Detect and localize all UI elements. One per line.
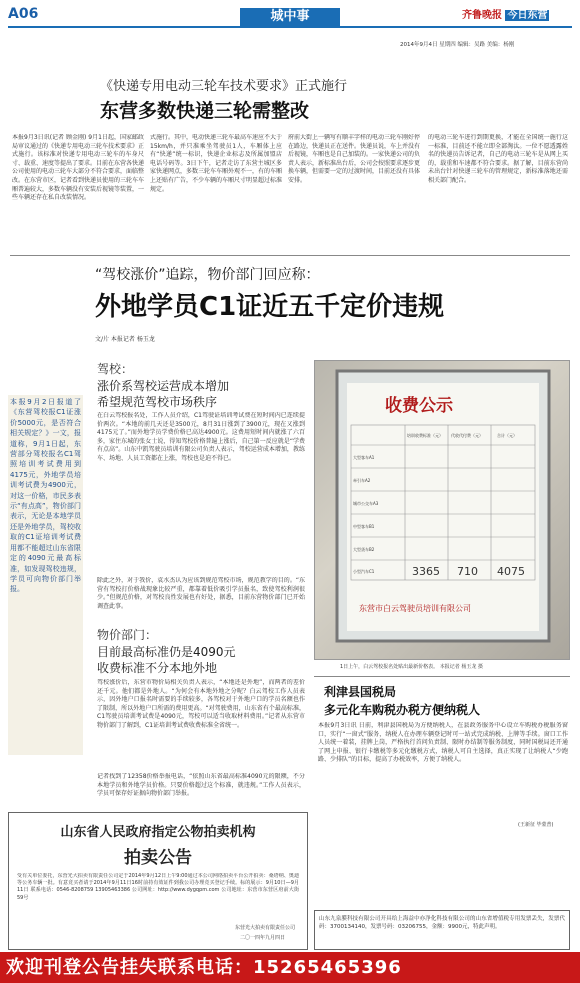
a2-body4: 记者找到了12358价格举报电话，“依照山东省最高标准4090元的限额，不分本地学员和外地学员价格。只要价格超过这个标准，就违规。”工作人员表示，学员可保存好证据向物价部门举报。 xyxy=(97,773,305,798)
notice-photo xyxy=(314,360,570,660)
a3-title1: 利津县国税局 xyxy=(324,685,397,699)
a2-title: 外地学员C1证近五千定价违规 xyxy=(95,292,445,322)
legal-notice xyxy=(314,910,570,950)
board-title: 收费公示 xyxy=(385,396,453,416)
legal-notice-text: 山东九泉膜科技有限公司开具给上海益中亦净化科技有限公司的山东省增值税专用发票丢失，发票代码：3700134140，发票号码：03206755，金额：9900元，特此声明。 xyxy=(319,916,565,930)
a3-title2: 多元化车购税办税方便纳税人 xyxy=(324,703,481,717)
date-line: 2014年9月4日 星期四 编辑：吴路 美编：杨刚 xyxy=(400,42,515,48)
auction-date: 二〇一四年九月四日 xyxy=(239,935,285,941)
a3-divider xyxy=(314,676,570,677)
a2-h2a: 目前最高标准仍是4090元 xyxy=(97,645,236,659)
a2-h1b: 希望规范驾校市场秩序 xyxy=(97,395,218,409)
board-total-3: 4075 xyxy=(497,565,525,578)
auction-ad xyxy=(8,812,308,950)
auction-signer: 东营光大拍卖有限责任公司 xyxy=(234,925,295,931)
header-rule xyxy=(8,26,572,28)
board-total-2: 710 xyxy=(457,565,478,578)
board-paper xyxy=(347,383,539,631)
board-row-2: 牵引车A2 xyxy=(353,478,371,483)
a2-h1a: 涨价系驾校运营成本增加 xyxy=(97,379,230,393)
board-row-4: 中型客车B1 xyxy=(353,524,375,529)
a2-kicker: “驾校涨价”追踪，物价部门回应称： xyxy=(95,267,320,283)
board-head-1: 培训收费标准（元） xyxy=(407,433,443,438)
board-row-1: 大型客车A1 xyxy=(353,455,375,460)
board-row-3: 城市公交车A3 xyxy=(353,501,379,506)
a1-divider xyxy=(10,255,570,256)
auction-title2: 拍卖公告 xyxy=(124,848,192,868)
board-footer: 东营市白云驾驶员培训有限公司 xyxy=(359,604,471,613)
a2-byline: 文/片 本报记者 杨玉龙 xyxy=(95,336,155,343)
a2-body3: 驾校涨价后，东营市物价局相关负责人表示，“本地还是外地”，而两者的差价还千元。他们都是外地人。“为何会有本地外地之分呢？白云驾校工作人员表示，因外地户口报名时需要的手续较多，各驾校对于外地户口的学员名额也作了限制，所以外地户口所需的费用更高。“对驾驶费用，山东省有个最高标准，C1驾驶员培训考试费是4090元，驾校可以适当收取材料费用。”记者从东营市物价部门了解到，C1证培训考试费收费标准全省统一。 xyxy=(97,679,305,729)
a1-col1: 本报9月3日讯(记者 顾金刚) 9月1日起，国家邮政局审议通过的《快递专用电动三轮车技术要求》正式施行。该标准对快递专用电动三轮车的车身尺寸、载重、速度等提出了要求。目前在东营各快递公司使用的电动三轮车大部分不符合要求，面临整改。在东营市区，记者看到快递员使用的三轮车车厢普遍较大，多数车辆没有安装后视镜等装置，一些车辆还存在私自改装情况。 xyxy=(12,134,144,202)
banner-text: 欢迎刊登公告挂失联系电话：15265465396 xyxy=(6,957,402,978)
notice-board-svg xyxy=(315,361,571,661)
side-note-text: 本报9月2日报道了《东营驾校报C1证涨价5000元，是否符合相关规定？》一文，报道称，9月1日起，东营部分驾校报名C1驾照培训考试费用到4175元，外地学员培训考试费为4900元，对这一价格，市民多表示“有点高”，物价部门表示，无论是本地学员还是外地学员，驾校收取的C1证培训考试费用都不能超过山东省限定的4090元最高标准，如发现驾校违规，学员可向物价部门举报。 xyxy=(10,398,81,594)
a2-h2b: 收费标准不分本地外地 xyxy=(97,661,218,675)
a2-body1: 在白云驾校报名处，工作人员介绍，C1驾驶证培训考试费在短时间内已连续提价两次。“本地的前几天还是3500元，8月31日涨到了3900元，现在又涨到4175元了。”而外地学员学费价格已高达4900元。这费用短时间内就涨了六百多，家住东城的张女士说，得知驾校价格普遍上涨后，自己第一反应就是“学费有点高”。山东中凯驾驶员培训有限公司负责人表示，驾校运营成本增加，教练车、场地、人员工资都在上涨，驾校也是迫不得已。 xyxy=(97,412,305,462)
board-row-6: 小型汽车C1 xyxy=(353,569,375,574)
board-row-5: 大型货车B2 xyxy=(353,547,375,552)
a1-col2: 式施行。其中，电动快递三轮车最高车速应不大于15km/h，并只准乘坐驾驶员1人，车厢体上应有“快递”统一标识，快递企业标志及所属加盟店电话号码等。3日下午，记者走访了东营主城区多家快递网点，多数三轮车车厢外观不一，有的车厢上还贴有广告，不少车辆的车厢尺寸明显超过标准规定。 xyxy=(150,134,282,193)
a1-title: 东营多数快递三轮需整改 xyxy=(100,100,310,122)
page-number: A06 xyxy=(8,6,39,22)
board-total-1: 3365 xyxy=(412,565,440,578)
a2-h1-label: 驾校： xyxy=(97,362,134,376)
paper-logo xyxy=(462,6,549,21)
paper-name: 齐鲁晚报 xyxy=(462,10,502,21)
bottom-banner xyxy=(0,952,580,983)
a2-body2: 除此之外，对于我价，袁水杰认为应该到规范驾校市场，规范教学的目的。“东营有驾校打价格战现象比较严重，都靠着低价吸引学员报名，致使驾校利润很少。”但规范价格，对驾校良性发展也有好处，据悉，目前东营物价部门已开始调查此事。 xyxy=(97,577,305,610)
a2-h2-label: 物价部门： xyxy=(97,628,158,642)
auction-body: 受有关单位委托，东营光大拍卖有限责任公司定于2014年9月12日上午9:00通过本公司网络拍卖平台公开拍卖：桑塔纳、奥迪等公务车辆一批。有意竞买者请于2014年9月11日16时前持有效证件到我公司办理竞买登记手续。标的展示：9月10日—9月11日 联系电话：0546-8208759 13905463386 公司网址：http://www.dygqpm.com 公司地址：东营市东营区府前大街59号 xyxy=(17,873,299,901)
section-tab: 城中事 xyxy=(240,8,340,26)
a1-col4: 的电动三轮车进行到期更换，才能在全国统一施行这一标准，目前还不能立即全部淘汰。一位不愿透露姓名的快递员告诉记者，自己的电动三轮车是从网上买的，载重和车速都不符合要求。据了解，目前东营尚未出台针对快递三轮车的管理规定，新标准落地还需相关部门配合。 xyxy=(428,134,568,184)
a3-author: (王新征 毕蒙普) xyxy=(518,822,554,828)
a1-col3: 府前大街上一辆写有顺丰字样的电动三轮车刚好停在路边，快递员正在送件。快递员说，车上并没有后视镜，车厢也是自己加装的。一家快递公司的负责人表示，新标准出台后，公司会按照要求逐步更换车辆，但需要一定的过渡时间，目前还没有具体安排。 xyxy=(288,134,420,184)
board-head-3: 合计（元） xyxy=(497,433,517,438)
a3-body: 本报9月3日讯 日前，利津县国税局为方便纳税人，在县政务服务中心设立车购税办税服务窗口，实行“一窗式”服务，纳税人在办理车辆登记时可一站式完成纳税、上牌等手续。窗口工作人员统一着装，挂牌上岗，严格执行首问负责制、限时办结制等服务制度，同时国税局还开通了网上申报、银行卡缴税等多元化缴税方式，纳税人可自主选择，真正实现了让纳税人“少跑路、少排队”的目标，提高了办税效率，方便了纳税人。 xyxy=(318,722,568,764)
board-head-2: 代收代付费（元） xyxy=(451,433,483,438)
photo-caption: 1日上午，白云驾校报名处贴出最新价格表。 本报记者 杨玉龙 摄 xyxy=(340,664,483,670)
auction-title1: 山东省人民政府指定公物拍卖机构 xyxy=(60,825,256,840)
paper-sub: 今日东营 xyxy=(507,10,548,21)
a1-kicker: 《快递专用电动三轮车技术要求》正式施行 xyxy=(100,79,348,94)
side-note xyxy=(8,395,83,755)
